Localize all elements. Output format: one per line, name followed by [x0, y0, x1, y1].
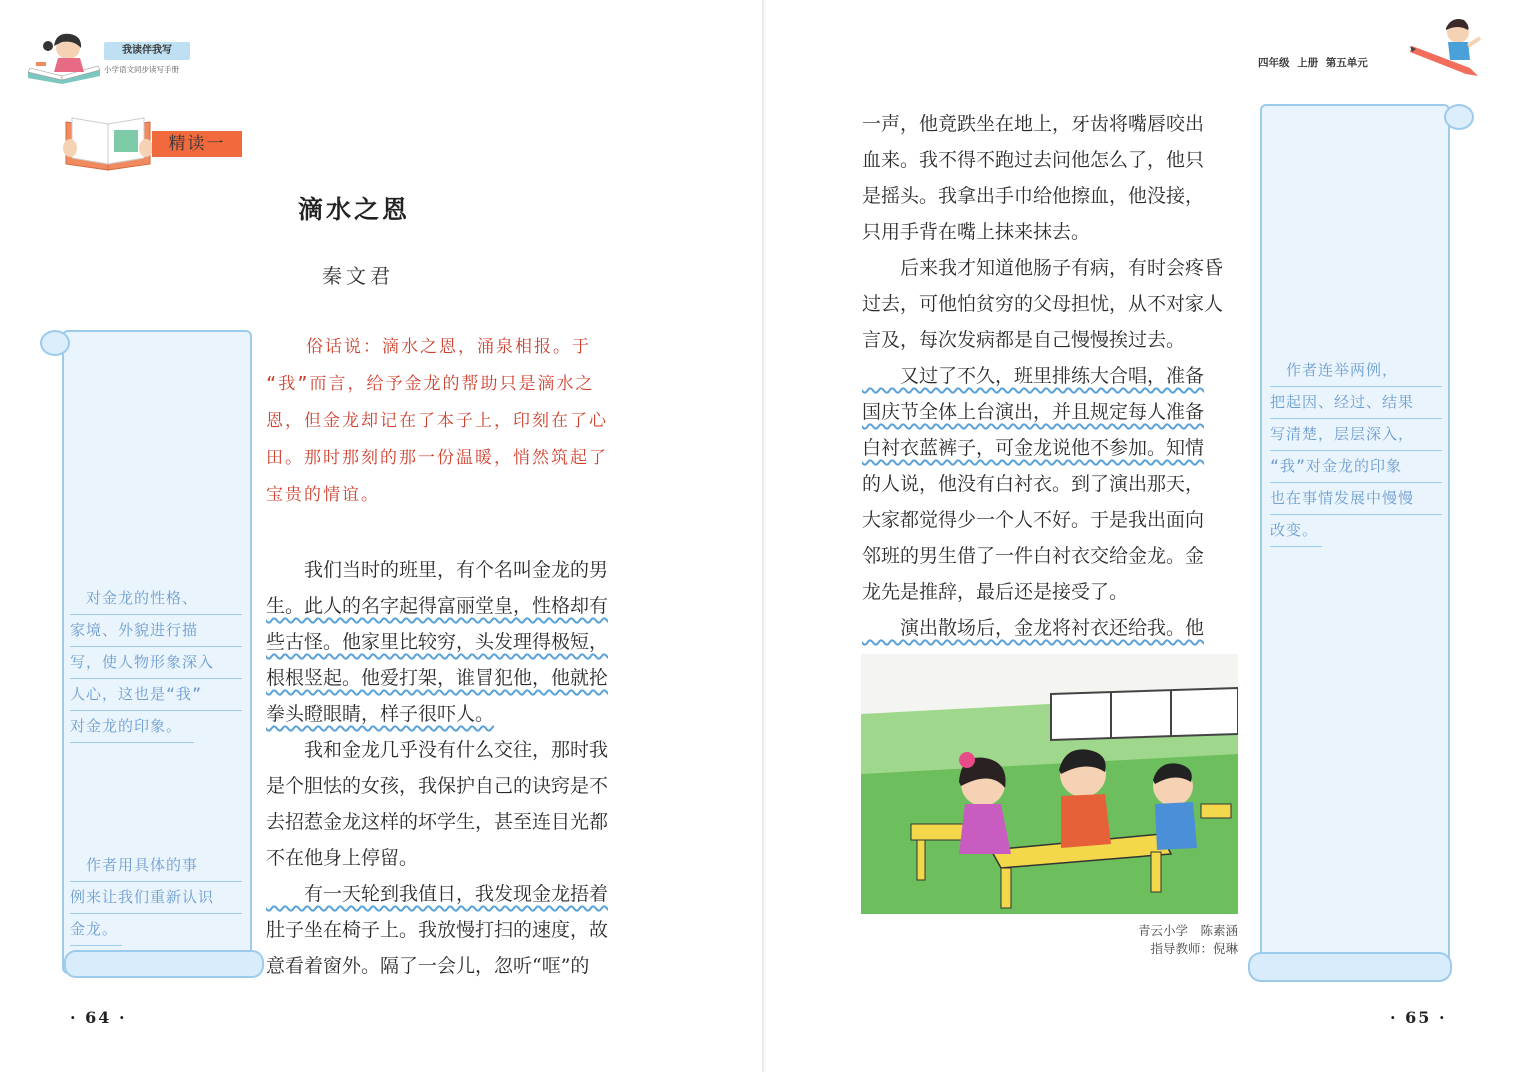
- body-line: 国庆节全体上台演出，并且规定每人准备: [862, 401, 1205, 423]
- intro-line: “我”而言，给予金龙的帮助只是滴水之: [266, 374, 595, 394]
- page-number-left: · 64 ·: [70, 1008, 127, 1027]
- body-line: 一声，他竟跌坐在地上，牙齿将嘴唇咬出: [862, 113, 1205, 135]
- body-line: 些古怪。他家里比较穷，头发理得极短，: [266, 631, 609, 653]
- note-line: “我”对金龙的印象: [1270, 451, 1442, 483]
- section-label: 精读一: [152, 131, 242, 157]
- body-line: 肚子坐在椅子上。我放慢打扫的速度，故: [266, 919, 609, 941]
- left-note-2: [70, 850, 242, 946]
- article-title: 滴水之恩: [298, 195, 411, 224]
- body-line: 我们当时的班里，有个名叫金龙的男: [266, 559, 609, 581]
- note-line: 对金龙的印象。: [70, 711, 194, 743]
- body-line: 拳头瞪眼睛，样子很吓人。: [266, 703, 495, 725]
- intro-line: 恩，但金龙却记在了本子上，印刻在了心: [266, 411, 608, 431]
- body-line: 邻班的男生借了一件白衬衣交给金龙。金: [862, 545, 1205, 567]
- book-spine: [762, 0, 766, 1072]
- body-line: 去招惹金龙这样的坏学生，甚至连目光都: [266, 811, 609, 833]
- body-line: 龙先是推辞，最后还是接受了。: [862, 581, 1129, 603]
- girl-reading-book-icon: [24, 28, 104, 84]
- body-line: 是摇头。我拿出手巾给他擦血，他没接，: [862, 185, 1205, 207]
- note-line: 金龙。: [70, 914, 122, 946]
- left-body-text: [266, 552, 656, 984]
- body-line: 的人说，他没有白衬衣。到了演出那天，: [862, 473, 1205, 495]
- body-line: 我和金龙几乎没有什么交往，那时我: [266, 739, 609, 761]
- body-line: 过去，可他怕贫穷的父母担忧，从不对家人: [862, 293, 1224, 315]
- scroll-curl-bottom: [1248, 952, 1452, 982]
- body-line: 只用手背在嘴上抹来抹去。: [862, 221, 1091, 243]
- intro-paragraph: [266, 329, 654, 514]
- note-line: 改变。: [1270, 515, 1322, 547]
- note-line: 作者连举两例，: [1270, 355, 1442, 387]
- illustration-caption: [1040, 922, 1238, 958]
- note-line: 写清楚，层层深入，: [1270, 419, 1442, 451]
- series-subtitle: 小学语文同步读写手册: [104, 65, 179, 74]
- series-badge: 我读伴我写: [104, 42, 190, 60]
- note-line: 人心，这也是“我”: [70, 679, 242, 711]
- intro-line: 田。那时那刻的那一份温暖，悄然筑起了: [266, 448, 608, 468]
- body-line: 意看着窗外。隔了一会儿，忽听“哐”的: [266, 955, 590, 977]
- intro-line: 俗话说：滴水之恩，涌泉相报。于: [306, 337, 591, 357]
- note-line: 写，使人物形象深入: [70, 647, 242, 679]
- left-note-1: [70, 583, 242, 743]
- right-body-text: [862, 106, 1252, 646]
- body-line: 后来我才知道他肠子有病，有时会疼昏: [862, 257, 1224, 279]
- grade-unit-label: 四年级 上册 第五单元: [1258, 57, 1368, 69]
- body-line: 有一天轮到我值日，我发现金龙捂着: [266, 883, 609, 905]
- classroom-illustration: [861, 654, 1238, 914]
- note-line: 家境、外貌进行描: [70, 615, 242, 647]
- body-line: 血来。我不得不跑过去问他怎么了，他只: [862, 149, 1205, 171]
- body-line: 不在他身上停留。: [266, 847, 419, 869]
- caption-line-2: 指导教师：倪琳: [1150, 941, 1238, 956]
- body-line: 大家都觉得少一个人不好。于是我出面向: [862, 509, 1205, 531]
- article-author: 秦文君: [322, 264, 394, 288]
- body-line: 白衬衣蓝裤子，可金龙说他不参加。知情: [862, 437, 1205, 459]
- scroll-curl-bottom: [64, 950, 264, 978]
- body-line: 根根竖起。他爱打架，谁冒犯他，他就抡: [266, 667, 609, 689]
- note-line: 作者用具体的事: [70, 850, 242, 882]
- caption-line-1: 青云小学 陈素涵: [1137, 923, 1238, 938]
- note-line: 也在事情发展中慢慢: [1270, 483, 1442, 515]
- right-note: [1270, 355, 1442, 547]
- note-line: 对金龙的性格、: [70, 583, 242, 615]
- body-line: 是个胆怯的女孩，我保护自己的诀窍是不: [266, 775, 609, 797]
- boy-riding-pencil-icon: [1408, 16, 1488, 82]
- note-line: 把起因、经过、结果: [1270, 387, 1442, 419]
- scroll-curl-top: [1444, 104, 1474, 130]
- body-line: 又过了不久，班里排练大合唱，准备: [862, 365, 1205, 387]
- scroll-curl-top: [40, 330, 70, 356]
- open-book-icon: [62, 112, 156, 174]
- page-number-right: · 65 ·: [1390, 1008, 1447, 1027]
- note-line: 例来让我们重新认识: [70, 882, 242, 914]
- body-line: 演出散场后，金龙将衬衣还给我。他: [862, 617, 1205, 639]
- body-line: 言及，每次发病都是自己慢慢挨过去。: [862, 329, 1186, 351]
- intro-line: 宝贵的情谊。: [266, 485, 380, 505]
- body-line: 生。此人的名字起得富丽堂皇，性格却有: [266, 595, 609, 617]
